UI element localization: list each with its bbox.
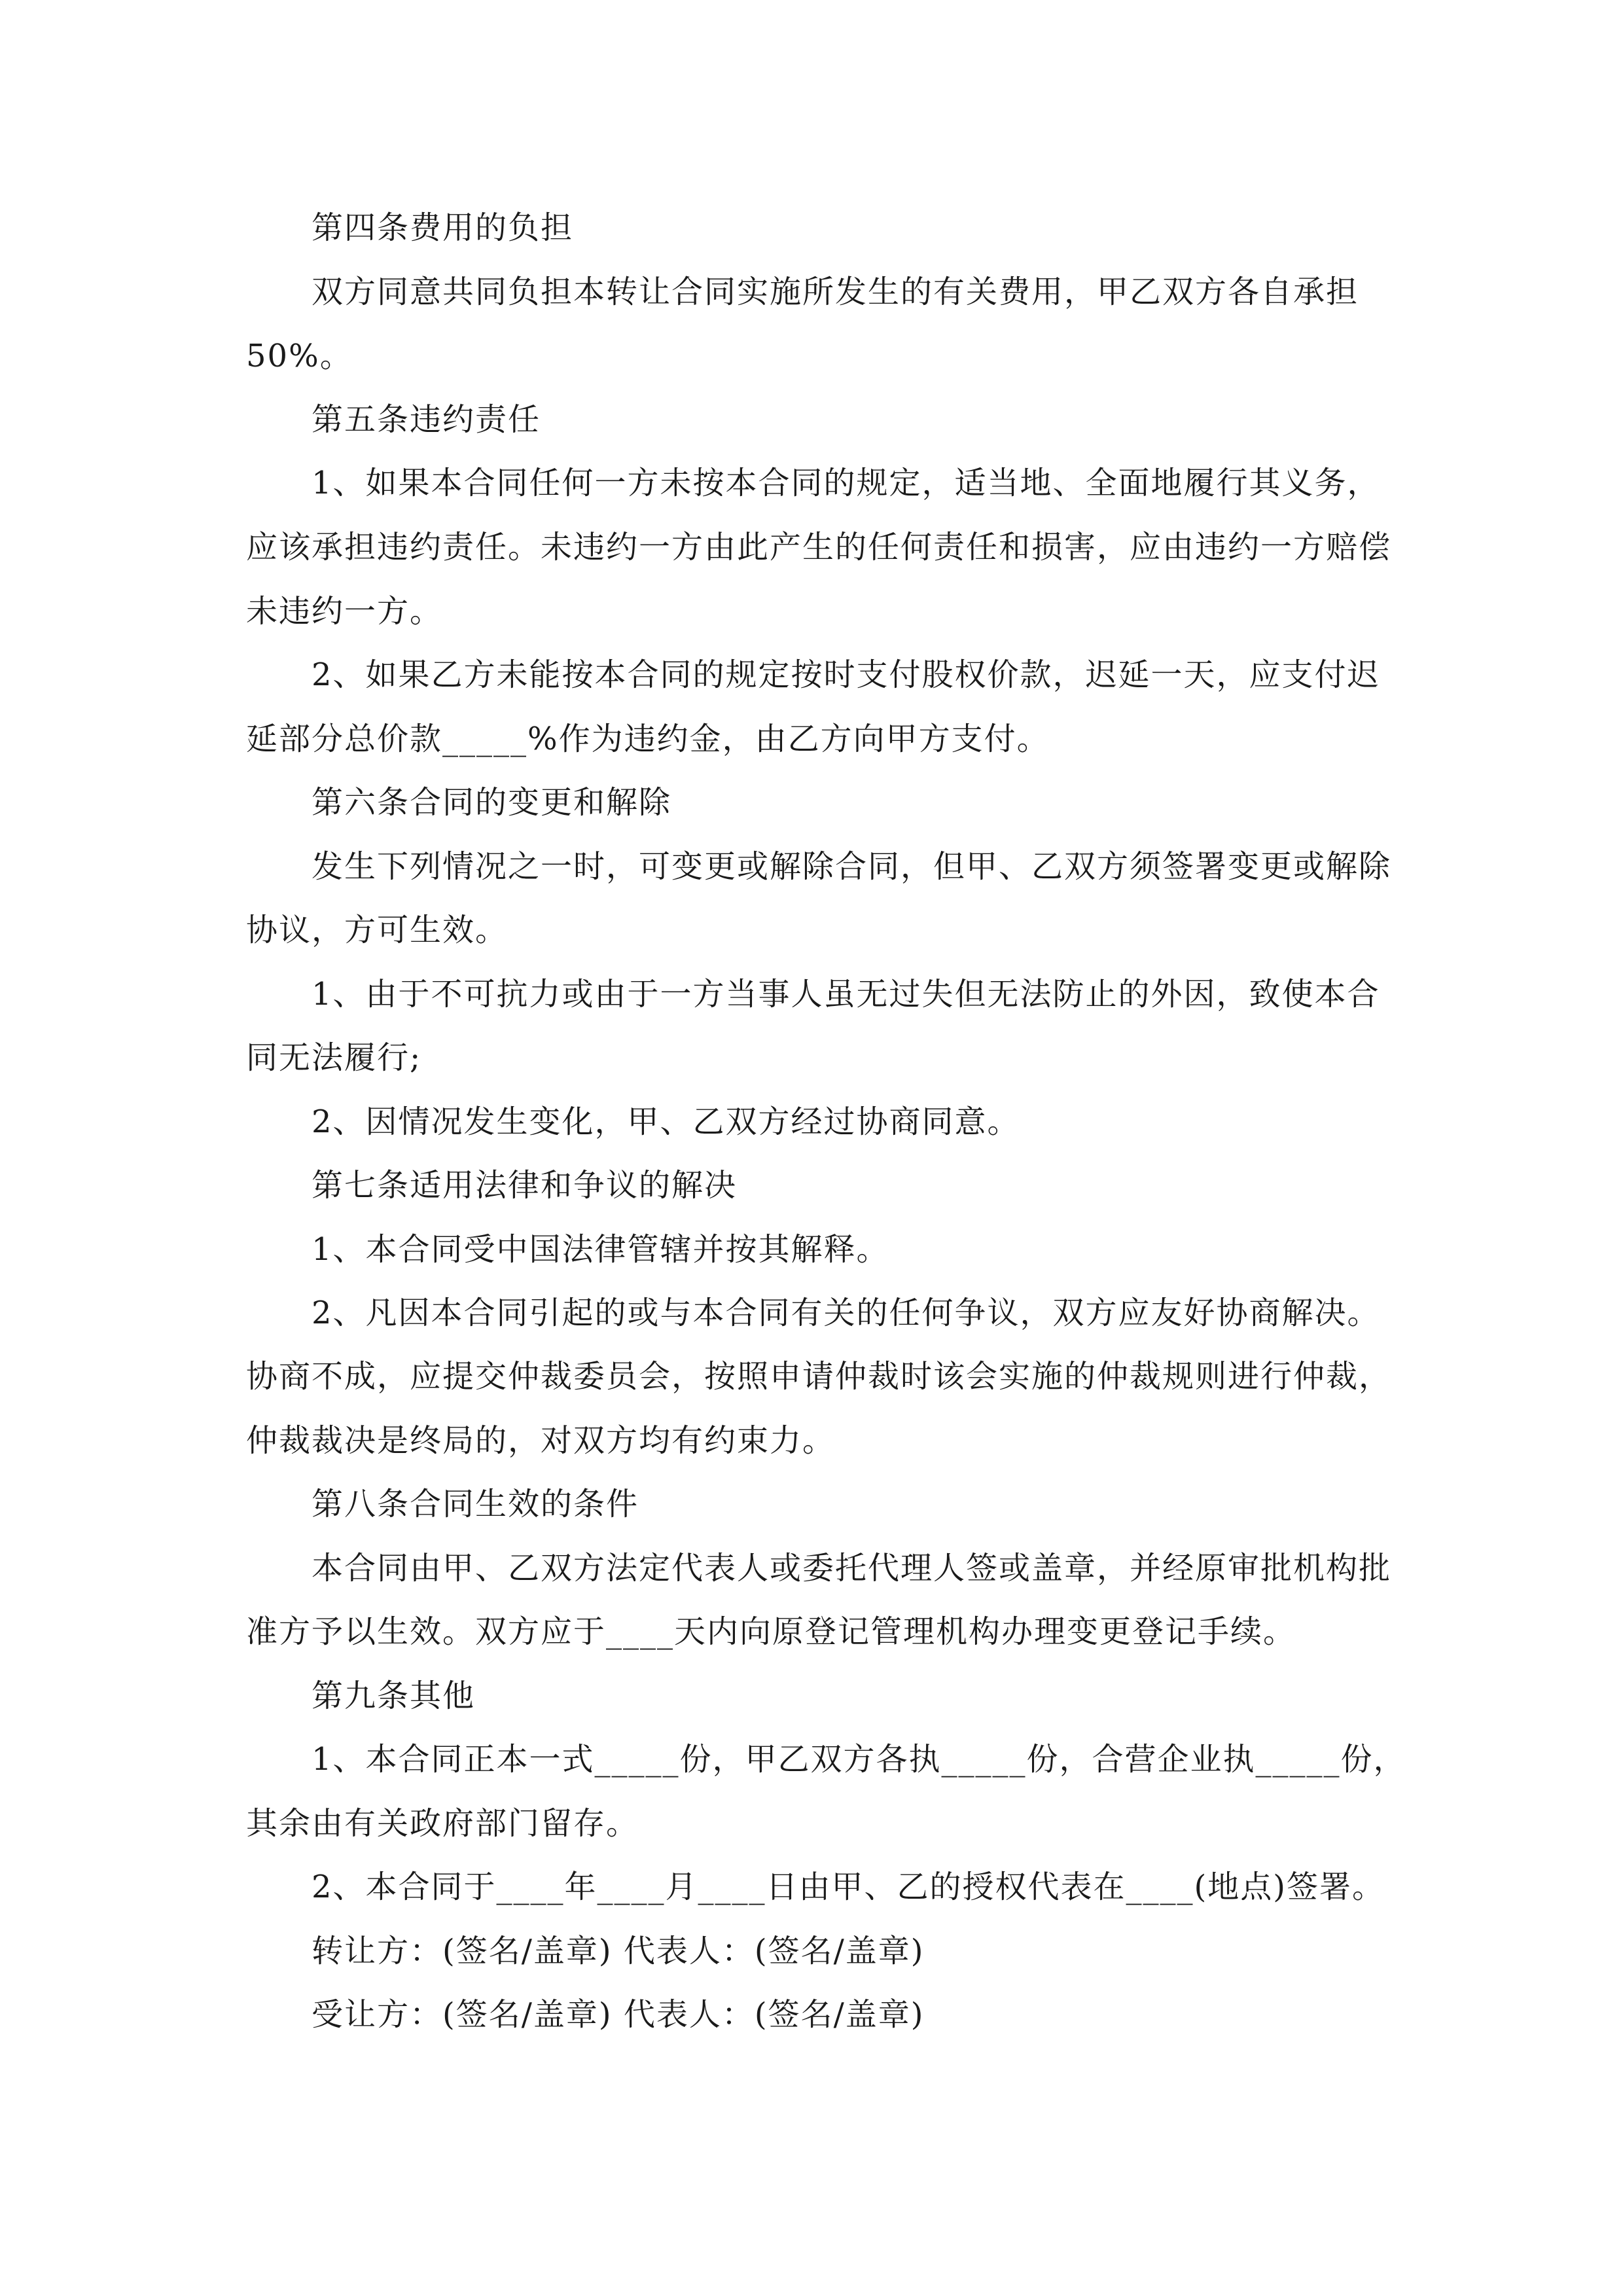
paragraph-line: 其余由有关政府部门留存。 <box>246 1805 639 1842</box>
signature-line-transferee: 受让方：(签名/盖章) 代表人：(签名/盖章) <box>312 1996 925 2033</box>
paragraph-line: 协议，方可生效。 <box>246 912 508 948</box>
paragraph-line: 协商不成，应提交仲裁委员会，按照申请仲裁时该会实施的仲裁规则进行仲裁， <box>246 1358 1392 1395</box>
paragraph-line: 50%。 <box>246 338 353 374</box>
paragraph-line: 未违约一方。 <box>246 593 443 630</box>
paragraph-line: 1、本合同正本一式_____份，甲乙双方各执_____份，合营企业执_____份， <box>312 1741 1406 1778</box>
paragraph-line: 2、凡因本合同引起的或与本合同有关的任何争议，双方应友好协商解决。 <box>312 1295 1380 1331</box>
paragraph-line: 同无法履行; <box>246 1039 422 1076</box>
paragraph-line: 准方予以生效。双方应于____天内向原登记管理机构办理变更登记手续。 <box>246 1613 1296 1650</box>
paragraph-line: 双方同意共同负担本转让合同实施所发生的有关费用，甲乙双方各自承担 <box>312 274 1359 310</box>
paragraph-line: 延部分总价款_____%作为违约金，由乙方向甲方支付。 <box>246 721 1050 757</box>
paragraph-line: 1、如果本合同任何一方未按本合同的规定，适当地、全面地履行其义务， <box>312 465 1380 501</box>
paragraph-line: 仲裁裁决是终局的，对双方均有约束力。 <box>246 1422 836 1459</box>
signature-line-transferor: 转让方：(签名/盖章) 代表人：(签名/盖章) <box>312 1933 925 1969</box>
paragraph-line: 应该承担违约责任。未违约一方由此产生的任何责任和损害，应由违约一方赔偿 <box>246 529 1392 565</box>
section-heading-8: 第八条合同生效的条件 <box>312 1486 639 1522</box>
section-heading-7: 第七条适用法律和争议的解决 <box>312 1167 738 1204</box>
section-heading-9: 第九条其他 <box>312 1677 476 1714</box>
paragraph-line: 1、本合同受中国法律管辖并按其解释。 <box>312 1231 889 1268</box>
section-heading-4: 第四条费用的负担 <box>312 209 574 246</box>
paragraph-line: 发生下列情况之一时，可变更或解除合同，但甲、乙双方须签署变更或解除 <box>312 848 1392 885</box>
paragraph-line: 2、本合同于____年____月____日由甲、乙的授权代表在____(地点)签署。 <box>312 1869 1385 1905</box>
paragraph-line: 1、由于不可抗力或由于一方当事人虽无过失但无法防止的外因，致使本合 <box>312 976 1380 1013</box>
paragraph-line: 2、因情况发生变化，甲、乙双方经过协商同意。 <box>312 1103 1020 1140</box>
paragraph-line: 本合同由甲、乙双方法定代表人或委托代理人签或盖章，并经原审批机构批 <box>312 1550 1392 1587</box>
section-heading-5: 第五条违约责任 <box>312 401 541 438</box>
section-heading-6: 第六条合同的变更和解除 <box>312 784 672 821</box>
paragraph-line: 2、如果乙方未能按本合同的规定按时支付股权价款，迟延一天，应支付迟 <box>312 656 1380 693</box>
